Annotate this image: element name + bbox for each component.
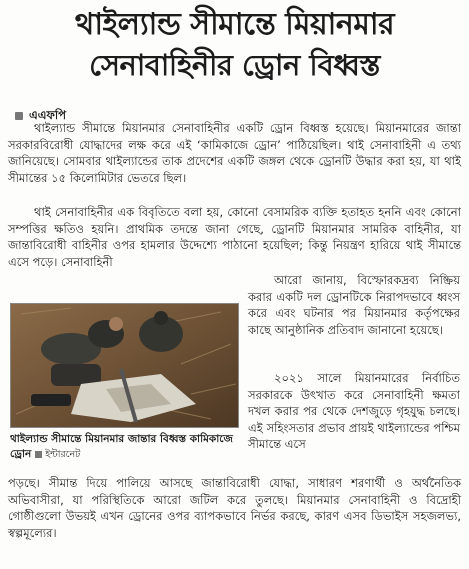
- paragraph-5: পড়ছে। সীমান্ত দিয়ে পালিয়ে আসছে জান্তাবিরোধী যোদ্ধা, সাধারণ শরণার্থী ও অর্থনৈতিক অভিবাসীরা, যা পরিস্থিতিকে আরো জটিল করে তুলছে। মিয়ানমার সেনাবাহিনী ও বিদ্রোহী গোষ্ঠীগুলো উভয়ই এখন ড্রোনের ওপর ব্যাপকভাবে নির্ভর করছে, কারণ এসব ডিভাইস সহজলভ্য, স্বল্পমূল্যের।: [8, 476, 461, 540]
- bullet-icon: [35, 451, 42, 458]
- headline-line-2: সেনাবাহিনীর ড্রোন বিধ্বস্ত: [89, 48, 380, 82]
- paragraph-4: ২০২১ সালে মিয়ানমারের নির্বাচিত সরকারকে উৎখাত করে সেনাবাহিনী ক্ষমতা দখল করার পর থেকে দেশজুড়ে গৃহযুদ্ধ চলছে। এই সহিংসতার প্রভাব প্রায়ই থাইল্যান্ডের পশ্চিম সীমান্তে এসে: [248, 371, 460, 452]
- photo-caption: [10, 432, 242, 462]
- drone-wreck-image: [11, 304, 238, 427]
- paragraph-1: থাইল্যান্ড সীমান্তে মিয়ানমার সেনাবাহিনীর একটি ড্রোন বিধ্বস্ত হয়েছে। মিয়ানমারের জান্তা সরকারবিরোধী যোদ্ধাদের লক্ষ করে এই ‘কামিকাজে ড্রোন’ পাঠিয়েছিল। থাই সেনাবাহিনী এ তথ্য জানিয়েছে। সোমবার থাইল্যান্ডের তাক প্রদেশের একটি জঙ্গল থেকে ড্রোনটি উদ্ধার করা হয়, যা থাই সীমান্তের ১৫ কিলোমিটার ভেতরে ছিল।: [8, 121, 461, 185]
- bullet-icon: [15, 112, 23, 120]
- caption-text: থাইল্যান্ড সীমান্তে মিয়ানমার জান্তার বিধ্বস্ত কামিকাজে ড্রোন: [10, 433, 233, 460]
- news-photo: [10, 303, 239, 428]
- paragraph-2: থাই সেনাবাহিনীর এক বিবৃতিতে বলা হয়, কোনো বেসামরিক ব্যক্তি হতাহত হননি এবং কোনো সম্পত্তির ক্ষতিও হয়নি। প্রাথমিক তদন্তে জানা গেছে, ড্রোনটি মিয়ানমার সামরিক বাহিনীর, যা জান্তাবিরোধী বাহিনীর ওপর হামলার উদ্দেশ্যে পাঠানো হয়েছিল; কিন্তু নিয়ন্ত্রণ হারিয়ে থাই সীমান্তে এসে পড়ে। সেনাবাহিনী: [8, 205, 461, 269]
- headline-line-1: থাইল্যান্ড সীমান্তে মিয়ানমার: [74, 7, 395, 42]
- byline-text: এএফপি: [29, 108, 66, 122]
- caption-source: ইন্টারনেট: [45, 449, 81, 460]
- headline: [8, 4, 461, 86]
- paragraph-3: আরো জানায়, বিস্ফোরকদ্রব্য নিষ্ক্রিয় করার একটি দল ড্রোনটিকে নিরাপদভাবে ধ্বংস করে এবং ঘটনার পর মিয়ানমার কর্তৃপক্ষের কাছে আনুষ্ঠানিক প্রতিবাদ জানানো হয়েছে।: [248, 273, 460, 337]
